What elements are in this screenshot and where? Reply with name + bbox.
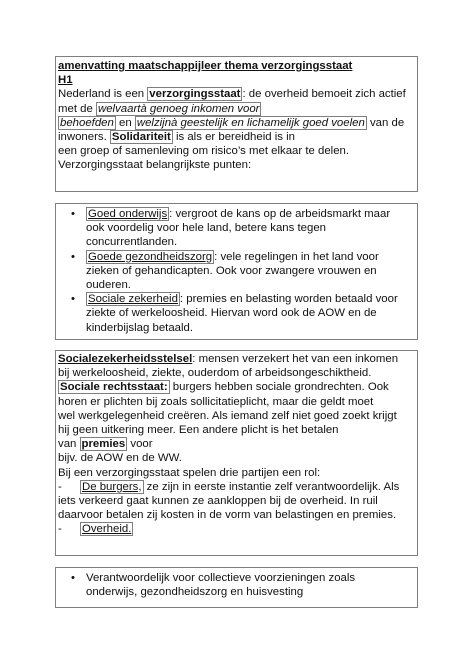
term-sociale-rechtsstaat: Sociale rechtsstaat: xyxy=(60,381,168,394)
term-verzorgingsstaat: verzorgingsstaat xyxy=(149,88,241,101)
text-line: hij geen uitkering meer. Een andere plicht is het betalen xyxy=(58,424,339,437)
social-security-section xyxy=(55,350,418,556)
text-line: Bij een verzorgingsstaat spelen drie partijen een rol: xyxy=(58,466,321,479)
bullet-icon: • xyxy=(71,208,75,220)
list-item: • Goede gezondheidszorg : vele regelingen in het land voor zieken of gehandicapten. Ook voor zwangere vrouwen en ouderen. xyxy=(71,250,379,292)
text-line: wel werkgelegenheid creëren. Als iemand zelf niet goed zoekt krijgt xyxy=(58,409,397,422)
list-item: • Verantwoordelijk voor collectieve voorzieningen zoals onderwijs, gezondheidszorg en huisvesting xyxy=(71,572,356,599)
term-welzijn: welzijnà geestelijk en lichamelijk goed voelen xyxy=(136,116,365,129)
term-premies: premies xyxy=(81,438,126,451)
dash-item: - De burgers, ze zijn in eerste instantie zelf verantwoordelijk. Als xyxy=(58,480,400,493)
list-item: • Goed onderwijs : vergroot de kans op de arbeidsmarkt maar ook voordelig voor hele land, betere kans tegen concurrentlanden. xyxy=(71,208,391,249)
government-responsibility-list xyxy=(55,567,418,608)
term-welvaart: welvaartà genoeg inkomen voor xyxy=(98,102,260,115)
text-line: een groep of samenleving om risico’s met elkaar te delen. xyxy=(58,145,350,158)
text-line: Nederland is een verzorgingsstaat : de overheid bemoeit zich actief xyxy=(58,88,406,101)
term-solidariteit: Solidariteit xyxy=(111,131,171,144)
term-gezondheidszorg: Goede gezondheidszorg xyxy=(88,250,213,263)
intro-section xyxy=(55,56,418,192)
bullet-icon: • xyxy=(71,572,75,584)
document-title: amenvatting maatschappijleer thema verzorgingsstaat xyxy=(58,60,353,72)
text-line: Sociale rechtsstaat: burgers hebben sociale grondrechten. Ook xyxy=(60,381,389,394)
bullet-icon: • xyxy=(71,293,75,306)
term-de-burgers: De burgers, xyxy=(82,480,142,493)
chapter-heading: H1 xyxy=(58,74,73,87)
dash-item: - Overheid. xyxy=(58,523,132,536)
text-line: bij werkeloosheid, ziekte, ouderdom of arbeidsongeschiktheid. xyxy=(58,367,372,380)
term-behoefden: behoefden xyxy=(60,116,114,129)
bullet-icon: • xyxy=(71,250,75,263)
list-item: • Sociale zekerheid : premies en belasting worden betaald voor ziekte of werkeloosheid. Hiervan word ook de AOW en de kinderbijslag betaald. xyxy=(71,293,398,334)
key-points-list xyxy=(55,203,418,340)
text-line: met de welvaartà genoeg inkomen voor xyxy=(58,102,260,115)
term-overheid: Overheid. xyxy=(82,523,132,536)
text-line: inwoners. Solidariteit is als er bereidheid is in xyxy=(58,131,295,144)
term-goed-onderwijs: Goed onderwijs xyxy=(88,208,168,220)
term-sociale-zekerheid: Sociale zekerheid xyxy=(88,293,178,306)
text-line: daarvoor betalen zij kosten in de vorm van belastingen en premies. xyxy=(58,509,397,522)
text-line: horen er plichten bij zoals sollicitatieplicht, maar die geldt moet xyxy=(58,395,374,408)
text-line: van premies voor xyxy=(58,438,153,451)
term-socialezekerheidsstelsel: Socialezekerheidsstelsel xyxy=(58,353,193,365)
text-line: bijv. de AOW en de WW. xyxy=(58,452,182,465)
text-line: Socialezekerheidsstelsel: mensen verzekert het van een inkomen xyxy=(58,353,399,365)
text-line: behoefden en welzijnà geestelijk en lichamelijk goed voelen van de xyxy=(60,116,405,129)
text-line: iets verkeerd gaat kunnen ze aankloppen bij de overheid. In ruil xyxy=(58,495,378,508)
text-line: Verzorgingsstaat belangrijkste punten: xyxy=(58,159,252,172)
